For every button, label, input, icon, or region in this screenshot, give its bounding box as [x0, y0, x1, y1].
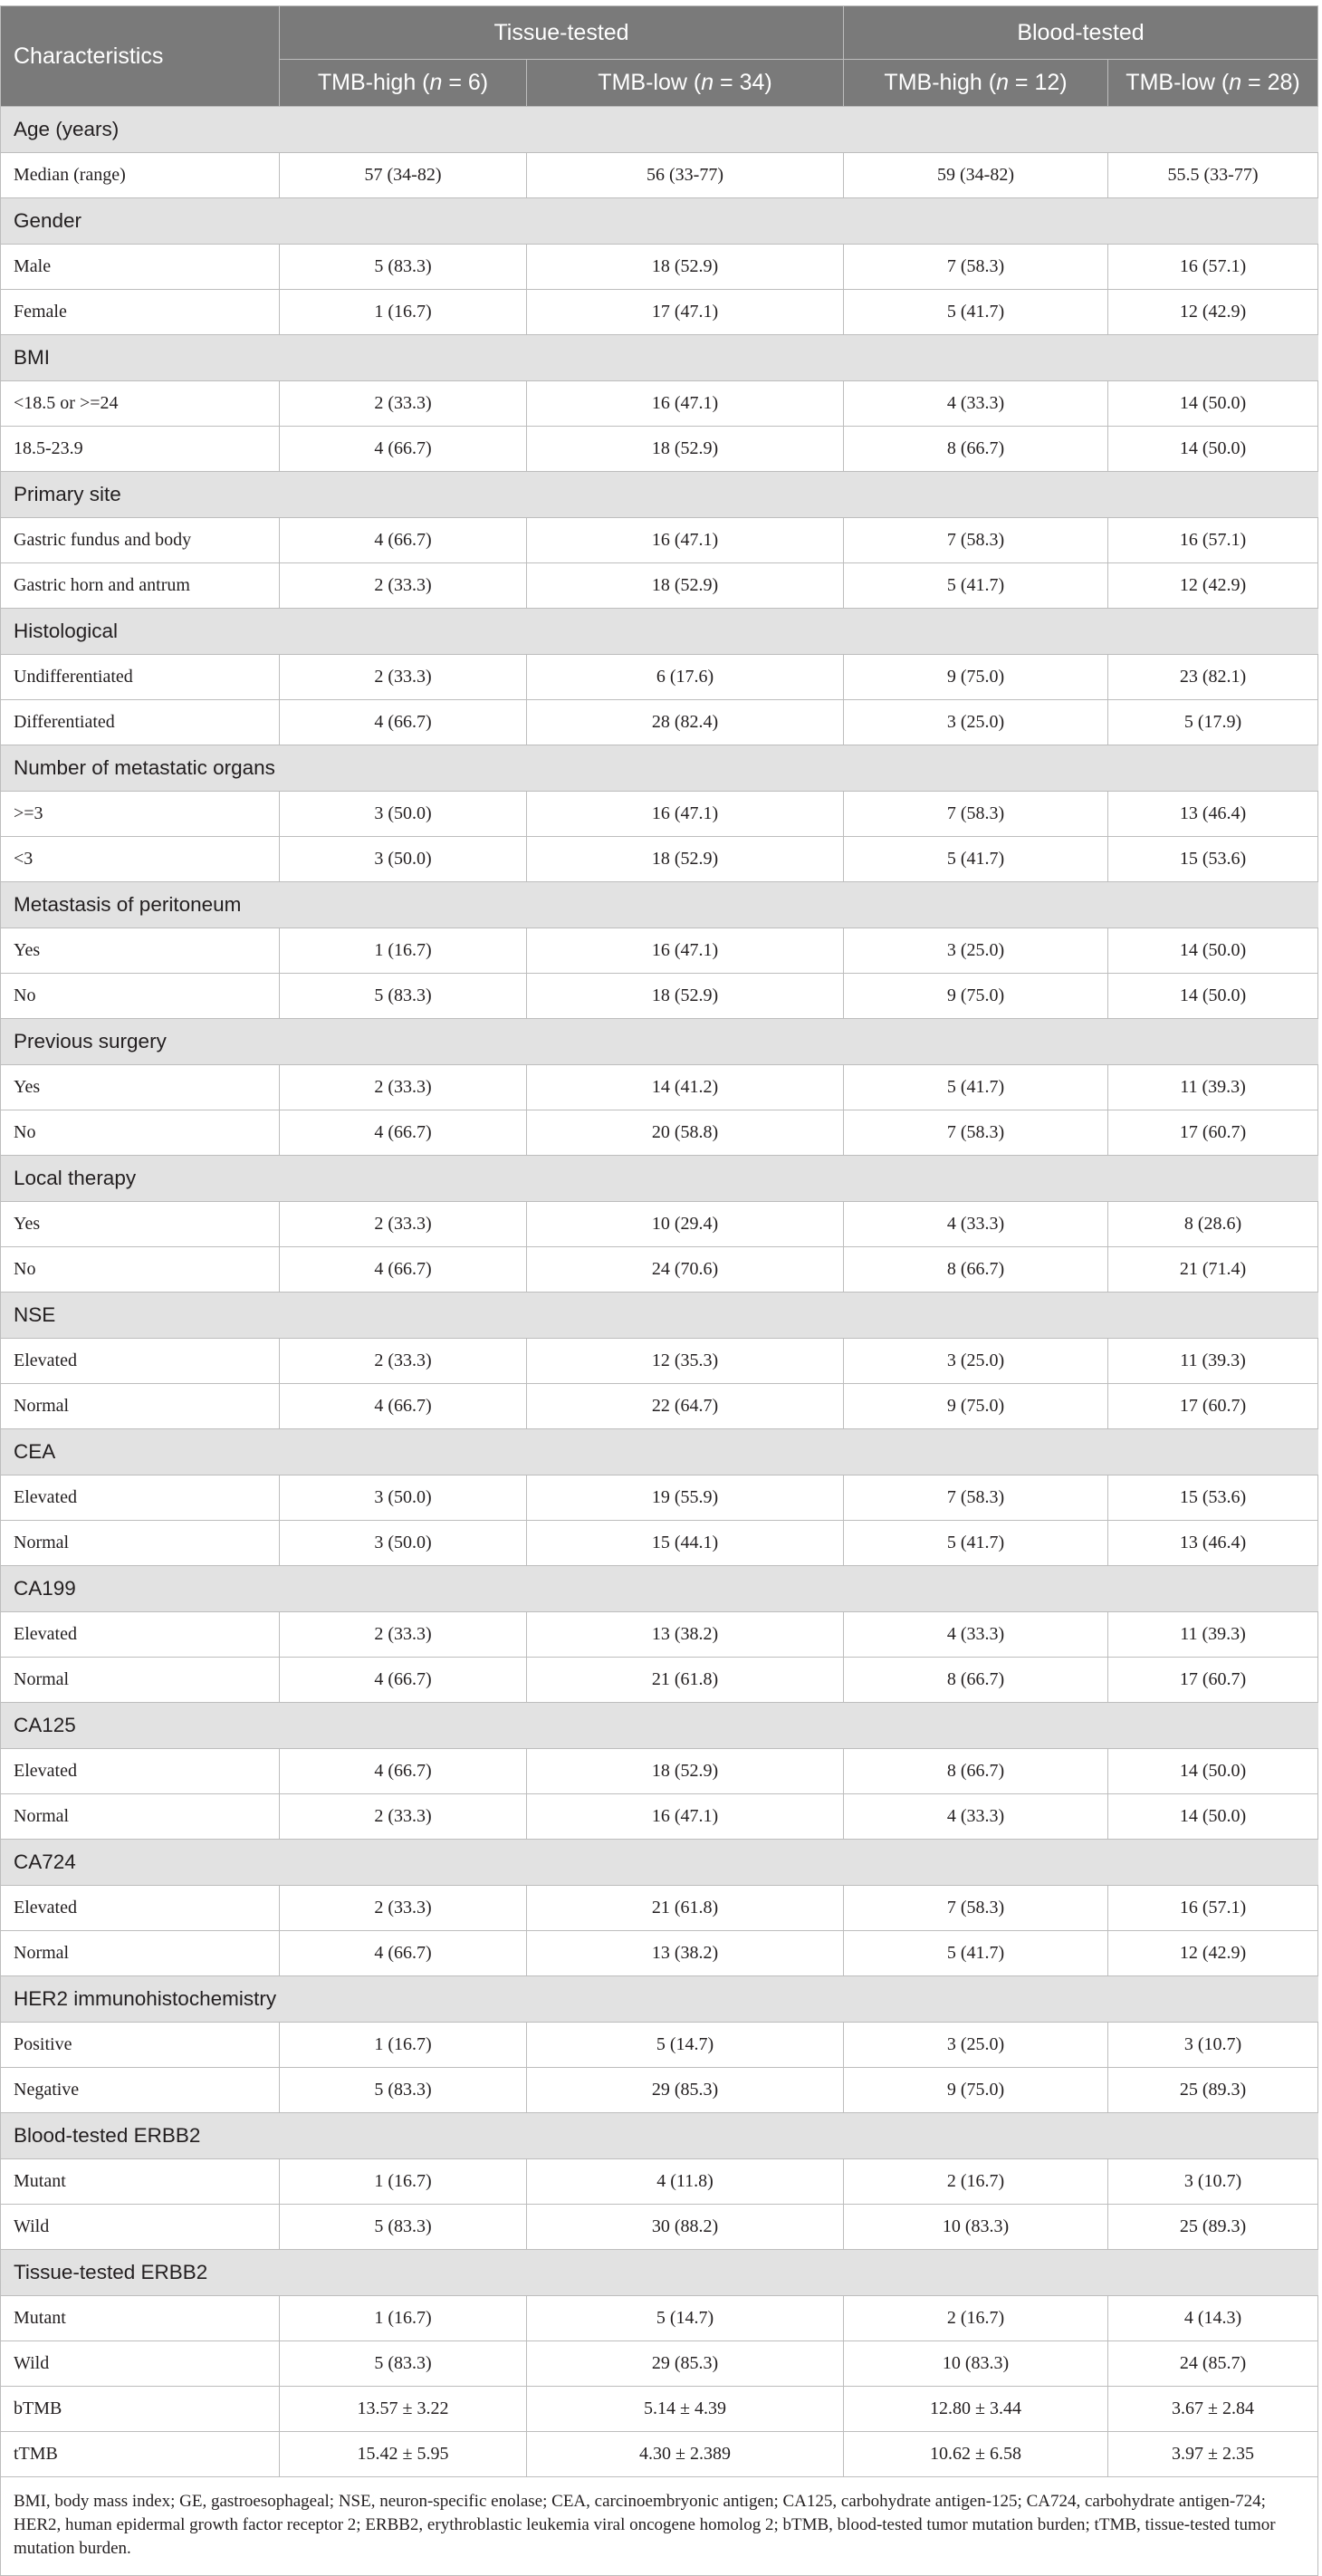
table-cell: 17 (60.7) — [1108, 1658, 1318, 1703]
table-cell: 3 (25.0) — [844, 928, 1108, 974]
table-cell: 10 (83.3) — [844, 2205, 1108, 2250]
table-cell: 4 (33.3) — [844, 1202, 1108, 1247]
row-label: Elevated — [1, 1339, 280, 1384]
table-row — [1, 700, 1318, 745]
section-row — [1, 1703, 1318, 1749]
section-title: NSE — [1, 1293, 1318, 1339]
table-cell: 7 (58.3) — [844, 1886, 1108, 1931]
table-cell: 29 (85.3) — [527, 2341, 844, 2387]
row-label: Male — [1, 245, 280, 290]
section-row — [1, 1976, 1318, 2023]
row-label: Wild — [1, 2341, 280, 2387]
table-cell: 3 (50.0) — [280, 837, 527, 882]
table-cell: 13.57 ± 3.22 — [280, 2387, 527, 2432]
section-row — [1, 1566, 1318, 1612]
table-cell: 55.5 (33-77) — [1108, 153, 1318, 198]
table-cell: 7 (58.3) — [844, 792, 1108, 837]
table-cell: 28 (82.4) — [527, 700, 844, 745]
section-row — [1, 882, 1318, 928]
table-row — [1, 1521, 1318, 1566]
table-cell: 13 (38.2) — [527, 1612, 844, 1658]
table-cell: 14 (50.0) — [1108, 1749, 1318, 1794]
table-cell: 4 (66.7) — [280, 700, 527, 745]
row-label: Elevated — [1, 1475, 280, 1521]
table-cell: 14 (41.2) — [527, 1065, 844, 1110]
section-title: Local therapy — [1, 1156, 1318, 1202]
table-row — [1, 1384, 1318, 1429]
row-label: Yes — [1, 928, 280, 974]
table-cell: 7 (58.3) — [844, 245, 1108, 290]
table-cell: 18 (52.9) — [527, 1749, 844, 1794]
table-cell: 4 (66.7) — [280, 1658, 527, 1703]
row-label: >=3 — [1, 792, 280, 837]
table-cell: 3 (50.0) — [280, 1475, 527, 1521]
table-cell: 3.67 ± 2.84 — [1108, 2387, 1318, 2432]
table-row — [1, 2023, 1318, 2068]
section-title: Previous surgery — [1, 1019, 1318, 1065]
row-label: Normal — [1, 1794, 280, 1840]
table-cell: 4 (66.7) — [280, 518, 527, 563]
table-cell: 16 (57.1) — [1108, 1886, 1318, 1931]
table-cell: 10 (83.3) — [844, 2341, 1108, 2387]
table-row — [1, 1886, 1318, 1931]
table-row — [1, 2387, 1318, 2432]
table-cell: 16 (47.1) — [527, 518, 844, 563]
section-row — [1, 472, 1318, 518]
table-row — [1, 1931, 1318, 1976]
row-label: Normal — [1, 1384, 280, 1429]
table-row — [1, 1247, 1318, 1293]
table-cell: 5 (83.3) — [280, 2205, 527, 2250]
table-cell: 21 (71.4) — [1108, 1247, 1318, 1293]
section-title: Histological — [1, 609, 1318, 655]
table-cell: 2 (33.3) — [280, 1794, 527, 1840]
table-cell: 7 (58.3) — [844, 1475, 1108, 1521]
table-cell: 5 (14.7) — [527, 2023, 844, 2068]
table-row — [1, 427, 1318, 472]
table-cell: 16 (47.1) — [527, 928, 844, 974]
section-row — [1, 609, 1318, 655]
table-cell: 2 (33.3) — [280, 1612, 527, 1658]
section-title: Tissue-tested ERBB2 — [1, 2250, 1318, 2296]
table-row — [1, 655, 1318, 700]
row-label: Normal — [1, 1658, 280, 1703]
table-cell: 2 (16.7) — [844, 2296, 1108, 2341]
header-col-tissue-low: TMB-low (n = 34) — [527, 60, 844, 107]
table-row — [1, 1658, 1318, 1703]
section-row — [1, 1156, 1318, 1202]
table-cell: 3 (25.0) — [844, 1339, 1108, 1384]
table-cell: 1 (16.7) — [280, 2023, 527, 2068]
table-cell: 29 (85.3) — [527, 2068, 844, 2113]
table-cell: 20 (58.8) — [527, 1110, 844, 1156]
table-cell: 9 (75.0) — [844, 974, 1108, 1019]
table-cell: 2 (33.3) — [280, 1202, 527, 1247]
section-title: CA724 — [1, 1840, 1318, 1886]
table-cell: 5 (41.7) — [844, 1521, 1108, 1566]
table-row — [1, 2205, 1318, 2250]
section-title: HER2 immunohistochemistry — [1, 1976, 1318, 2023]
section-row — [1, 1429, 1318, 1475]
row-label: Median (range) — [1, 153, 280, 198]
table-row — [1, 245, 1318, 290]
table-cell: 17 (60.7) — [1108, 1384, 1318, 1429]
section-title: Gender — [1, 198, 1318, 245]
row-label: Mutant — [1, 2296, 280, 2341]
table-cell: 6 (17.6) — [527, 655, 844, 700]
table-cell: 2 (33.3) — [280, 381, 527, 427]
table-cell: 5 (83.3) — [280, 2341, 527, 2387]
table-cell: 3 (50.0) — [280, 1521, 527, 1566]
table-cell: 10.62 ± 6.58 — [844, 2432, 1108, 2477]
table-cell: 23 (82.1) — [1108, 655, 1318, 700]
table-cell: 16 (57.1) — [1108, 518, 1318, 563]
row-label: Differentiated — [1, 700, 280, 745]
table-cell: 16 (47.1) — [527, 1794, 844, 1840]
table-cell: 16 (57.1) — [1108, 245, 1318, 290]
table-cell: 4 (33.3) — [844, 1612, 1108, 1658]
table-cell: 4 (66.7) — [280, 1749, 527, 1794]
table-cell: 13 (38.2) — [527, 1931, 844, 1976]
table-cell: 5.14 ± 4.39 — [527, 2387, 844, 2432]
table-row — [1, 792, 1318, 837]
table-cell: 3 (25.0) — [844, 700, 1108, 745]
table-cell: 16 (47.1) — [527, 792, 844, 837]
table-cell: 24 (70.6) — [527, 1247, 844, 1293]
table-row — [1, 1475, 1318, 1521]
row-label: Wild — [1, 2205, 280, 2250]
table-cell: 15 (44.1) — [527, 1521, 844, 1566]
table-cell: 5 (41.7) — [844, 290, 1108, 335]
row-label: 18.5-23.9 — [1, 427, 280, 472]
table-row — [1, 928, 1318, 974]
table-cell: 8 (66.7) — [844, 1658, 1108, 1703]
table-cell: 59 (34-82) — [844, 153, 1108, 198]
table-cell: 2 (33.3) — [280, 1886, 527, 1931]
table-row — [1, 1065, 1318, 1110]
table-cell: 4 (66.7) — [280, 1931, 527, 1976]
table-cell: 4 (66.7) — [280, 1247, 527, 1293]
table-cell: 9 (75.0) — [844, 2068, 1108, 2113]
table-cell: 22 (64.7) — [527, 1384, 844, 1429]
table-cell: 1 (16.7) — [280, 928, 527, 974]
table-cell: 4 (66.7) — [280, 1384, 527, 1429]
section-title: BMI — [1, 335, 1318, 381]
table-cell: 3 (10.7) — [1108, 2023, 1318, 2068]
table-cell: 5 (83.3) — [280, 974, 527, 1019]
section-row — [1, 2113, 1318, 2159]
table-cell: 5 (83.3) — [280, 245, 527, 290]
header-characteristics: Characteristics — [1, 6, 280, 107]
table-cell: 4 (33.3) — [844, 381, 1108, 427]
table-cell: 2 (16.7) — [844, 2159, 1108, 2205]
section-title: Number of metastatic organs — [1, 745, 1318, 792]
table-cell: 4 (33.3) — [844, 1794, 1108, 1840]
table-cell: 5 (41.7) — [844, 563, 1108, 609]
table-cell: 1 (16.7) — [280, 2296, 527, 2341]
table-cell: 21 (61.8) — [527, 1658, 844, 1703]
footnote: BMI, body mass index; GE, gastroesophageal; NSE, neuron-specific enolase; CEA, carcinoembryonic antigen; CA125, carbohydrate antigen-125; CA724, carbohydrate antigen-724; HER2, human epidermal growth factor receptor 2; ERBB2, erythroblastic leukemia viral oncogene homolog 2; bTMB, blood-tested tumor mutation burden; tTMB, tissue-tested tumor mutation burden. — [1, 2477, 1318, 2576]
table-cell: 11 (39.3) — [1108, 1339, 1318, 1384]
table-row — [1, 2296, 1318, 2341]
table-cell: 17 (47.1) — [527, 290, 844, 335]
table-cell: 25 (89.3) — [1108, 2205, 1318, 2250]
table-cell: 12 (42.9) — [1108, 290, 1318, 335]
row-label: <3 — [1, 837, 280, 882]
row-label: Yes — [1, 1065, 280, 1110]
table-cell: 14 (50.0) — [1108, 928, 1318, 974]
table-cell: 1 (16.7) — [280, 290, 527, 335]
row-label: Female — [1, 290, 280, 335]
row-label: Gastric horn and antrum — [1, 563, 280, 609]
section-title: Blood-tested ERBB2 — [1, 2113, 1318, 2159]
table-cell: 16 (47.1) — [527, 381, 844, 427]
section-title: CEA — [1, 1429, 1318, 1475]
table-row — [1, 1794, 1318, 1840]
table-cell: 5 (14.7) — [527, 2296, 844, 2341]
table-cell: 5 (83.3) — [280, 2068, 527, 2113]
row-label: Positive — [1, 2023, 280, 2068]
table-cell: 3 (10.7) — [1108, 2159, 1318, 2205]
table-cell: 18 (52.9) — [527, 837, 844, 882]
header-group-blood: Blood-tested — [844, 6, 1318, 60]
table-cell: 4.30 ± 2.389 — [527, 2432, 844, 2477]
row-label: bTMB — [1, 2387, 280, 2432]
table-row — [1, 1202, 1318, 1247]
table-row — [1, 837, 1318, 882]
table-cell: 30 (88.2) — [527, 2205, 844, 2250]
table-cell: 18 (52.9) — [527, 427, 844, 472]
section-row — [1, 1019, 1318, 1065]
table-cell: 14 (50.0) — [1108, 427, 1318, 472]
row-label: <18.5 or >=24 — [1, 381, 280, 427]
row-label: Elevated — [1, 1749, 280, 1794]
table-cell: 5 (41.7) — [844, 1065, 1108, 1110]
row-label: Gastric fundus and body — [1, 518, 280, 563]
table-cell: 15 (53.6) — [1108, 1475, 1318, 1521]
table-cell: 18 (52.9) — [527, 974, 844, 1019]
row-label: Negative — [1, 2068, 280, 2113]
row-label: Normal — [1, 1521, 280, 1566]
row-label: tTMB — [1, 2432, 280, 2477]
table-cell: 5 (41.7) — [844, 1931, 1108, 1976]
table-cell: 2 (33.3) — [280, 1065, 527, 1110]
section-row — [1, 107, 1318, 153]
table-cell: 57 (34-82) — [280, 153, 527, 198]
table-cell: 4 (66.7) — [280, 427, 527, 472]
table-row — [1, 1749, 1318, 1794]
table-row — [1, 290, 1318, 335]
table-cell: 8 (66.7) — [844, 1749, 1108, 1794]
table-body — [1, 107, 1318, 2477]
row-label: Yes — [1, 1202, 280, 1247]
table-cell: 13 (46.4) — [1108, 1521, 1318, 1566]
table-cell: 8 (28.6) — [1108, 1202, 1318, 1247]
table-cell: 15.42 ± 5.95 — [280, 2432, 527, 2477]
table-row — [1, 1339, 1318, 1384]
table-cell: 18 (52.9) — [527, 563, 844, 609]
table-row — [1, 153, 1318, 198]
table-cell: 21 (61.8) — [527, 1886, 844, 1931]
header-col-tissue-high: TMB-high (n = 6) — [280, 60, 527, 107]
section-row — [1, 2250, 1318, 2296]
row-label: No — [1, 1247, 280, 1293]
table-row — [1, 381, 1318, 427]
table-row — [1, 1110, 1318, 1156]
table-cell: 56 (33-77) — [527, 153, 844, 198]
table-cell: 9 (75.0) — [844, 655, 1108, 700]
row-label: Mutant — [1, 2159, 280, 2205]
table-cell: 8 (66.7) — [844, 427, 1108, 472]
table-row — [1, 563, 1318, 609]
table-cell: 25 (89.3) — [1108, 2068, 1318, 2113]
table-cell: 3.97 ± 2.35 — [1108, 2432, 1318, 2477]
table-cell: 14 (50.0) — [1108, 1794, 1318, 1840]
table-cell: 11 (39.3) — [1108, 1065, 1318, 1110]
table-cell: 24 (85.7) — [1108, 2341, 1318, 2387]
table-row — [1, 2068, 1318, 2113]
row-label: Elevated — [1, 1886, 280, 1931]
section-title: CA125 — [1, 1703, 1318, 1749]
header-group-tissue: Tissue-tested — [280, 6, 844, 60]
header-col-blood-high: TMB-high (n = 12) — [844, 60, 1108, 107]
table-cell: 11 (39.3) — [1108, 1612, 1318, 1658]
section-row — [1, 745, 1318, 792]
table-cell: 3 (25.0) — [844, 2023, 1108, 2068]
section-title: Age (years) — [1, 107, 1318, 153]
table-cell: 8 (66.7) — [844, 1247, 1108, 1293]
table-row — [1, 1612, 1318, 1658]
row-label: No — [1, 1110, 280, 1156]
table-cell: 13 (46.4) — [1108, 792, 1318, 837]
table-cell: 10 (29.4) — [527, 1202, 844, 1247]
table-row — [1, 2432, 1318, 2477]
header-col-blood-low: TMB-low (n = 28) — [1108, 60, 1318, 107]
row-label: Undifferentiated — [1, 655, 280, 700]
table-cell: 5 (41.7) — [844, 837, 1108, 882]
footnote-row — [1, 2477, 1318, 2576]
section-row — [1, 335, 1318, 381]
table-cell: 17 (60.7) — [1108, 1110, 1318, 1156]
header-row-groups — [1, 6, 1318, 60]
table-cell: 2 (33.3) — [280, 1339, 527, 1384]
section-row — [1, 1293, 1318, 1339]
table-cell: 1 (16.7) — [280, 2159, 527, 2205]
section-row — [1, 198, 1318, 245]
table-cell: 18 (52.9) — [527, 245, 844, 290]
section-title: Primary site — [1, 472, 1318, 518]
table-cell: 12 (42.9) — [1108, 563, 1318, 609]
section-title: Metastasis of peritoneum — [1, 882, 1318, 928]
section-title: CA199 — [1, 1566, 1318, 1612]
table-row — [1, 974, 1318, 1019]
row-label: Elevated — [1, 1612, 280, 1658]
table-cell: 14 (50.0) — [1108, 974, 1318, 1019]
table-row — [1, 518, 1318, 563]
table-cell: 7 (58.3) — [844, 1110, 1108, 1156]
table-row — [1, 2341, 1318, 2387]
table-cell: 9 (75.0) — [844, 1384, 1108, 1429]
table-cell: 2 (33.3) — [280, 655, 527, 700]
table-row — [1, 2159, 1318, 2205]
table-cell: 3 (50.0) — [280, 792, 527, 837]
row-label: Normal — [1, 1931, 280, 1976]
table-cell: 4 (66.7) — [280, 1110, 527, 1156]
table-cell: 4 (11.8) — [527, 2159, 844, 2205]
table-cell: 7 (58.3) — [844, 518, 1108, 563]
table-cell: 19 (55.9) — [527, 1475, 844, 1521]
table-cell: 12.80 ± 3.44 — [844, 2387, 1108, 2432]
table-cell: 15 (53.6) — [1108, 837, 1318, 882]
table-cell: 14 (50.0) — [1108, 381, 1318, 427]
table-cell: 12 (35.3) — [527, 1339, 844, 1384]
table-cell: 4 (14.3) — [1108, 2296, 1318, 2341]
row-label: No — [1, 974, 280, 1019]
table-cell: 2 (33.3) — [280, 563, 527, 609]
characteristics-table — [0, 5, 1318, 2576]
table-cell: 5 (17.9) — [1108, 700, 1318, 745]
table-cell: 12 (42.9) — [1108, 1931, 1318, 1976]
section-row — [1, 1840, 1318, 1886]
